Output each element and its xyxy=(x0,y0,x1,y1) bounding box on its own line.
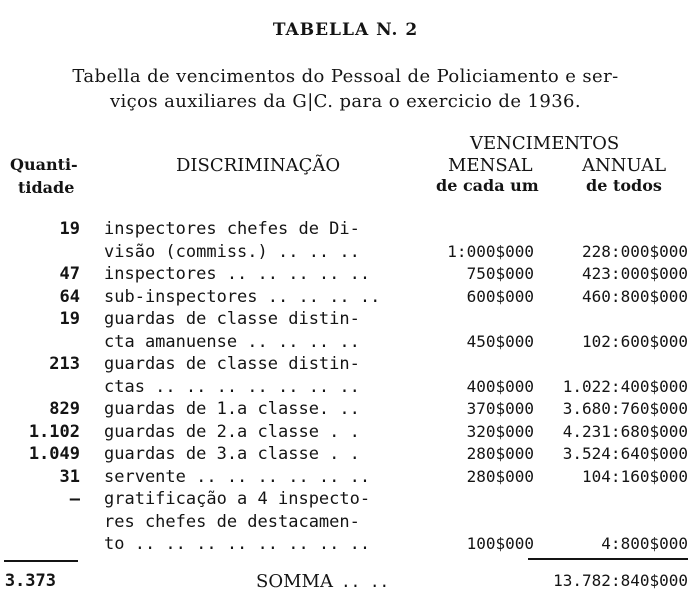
row-annual: 3.524:640$000 xyxy=(562,444,688,463)
row-quantity: 1.102 xyxy=(28,421,80,442)
table-row xyxy=(0,489,691,512)
total-quantity: 3.373 xyxy=(4,571,56,591)
total-row-label xyxy=(256,571,389,592)
table-row xyxy=(0,399,691,422)
header-quantidade-1: Quanti- xyxy=(10,155,78,174)
table-title: TABELLA N. 2 xyxy=(272,20,419,40)
row-annual: 228:000$000 xyxy=(582,241,688,261)
row-annual: 3.680:760$000 xyxy=(562,399,688,418)
table-row xyxy=(0,309,691,332)
row-discriminacao: guardas de classe distin- xyxy=(104,309,360,329)
row-mensal: 1:000$000 xyxy=(447,241,534,261)
row-discriminacao: sub-inspectores .. .. .. .. xyxy=(104,286,381,307)
table-row xyxy=(0,354,691,377)
table-row xyxy=(0,422,691,445)
quantity-sum-rule xyxy=(4,560,78,562)
row-discriminacao: res chefes de destacamen- xyxy=(104,511,360,532)
table-row xyxy=(0,242,691,265)
row-mensal: 450$000 xyxy=(466,331,534,351)
header-quantidade-2: tidade xyxy=(18,178,75,197)
row-mensal: 280$000 xyxy=(466,466,534,486)
row-mensal: 280$000 xyxy=(466,444,534,463)
row-quantity: — xyxy=(69,489,80,509)
row-quantity: 47 xyxy=(59,264,80,284)
row-discriminacao: inspectores .. .. .. .. .. xyxy=(104,264,371,284)
header-mensal: MENSAL xyxy=(448,155,533,176)
header-annual-sub: de todos xyxy=(586,176,662,195)
header-vencimentos: VENCIMENTOS xyxy=(470,133,620,154)
table-row xyxy=(0,219,691,242)
row-mensal: 100$000 xyxy=(466,534,534,553)
table-row xyxy=(0,377,691,400)
row-annual: 1.022:400$000 xyxy=(562,376,688,396)
table-body xyxy=(0,219,691,557)
caption-line-1: Tabella de vencimentos do Pessoal de Policiamento e ser- xyxy=(72,66,619,87)
table-row xyxy=(0,467,691,490)
row-discriminacao: gratificação a 4 inspecto- xyxy=(104,489,371,509)
row-quantity: 1.049 xyxy=(28,444,80,464)
row-annual: 102:600$000 xyxy=(582,331,688,351)
total-annual: 13.782:840$000 xyxy=(553,571,688,590)
table-row xyxy=(0,534,691,557)
table-caption xyxy=(0,64,691,114)
annual-sum-rule xyxy=(528,558,688,560)
row-discriminacao: guardas de 2.a classe . . xyxy=(104,421,360,442)
row-mensal: 400$000 xyxy=(466,376,534,396)
somma-dots: .. .. xyxy=(340,572,390,591)
row-discriminacao: inspectores chefes de Di- xyxy=(104,219,360,239)
row-annual: 423:000$000 xyxy=(582,264,688,283)
row-quantity: 19 xyxy=(59,219,80,239)
row-discriminacao: ctas .. .. .. .. .. .. .. xyxy=(104,376,360,397)
row-discriminacao: guardas de 3.a classe . . xyxy=(104,444,360,464)
header-mensal-sub: de cada um xyxy=(436,176,539,195)
header-discriminacao: DISCRIMINAÇÃO xyxy=(176,155,341,176)
row-discriminacao: guardas de 1.a classe. .. xyxy=(104,399,360,419)
row-discriminacao: servente .. .. .. .. .. .. xyxy=(104,466,371,487)
row-quantity: 213 xyxy=(49,354,80,374)
row-annual: 460:800$000 xyxy=(582,286,688,306)
row-quantity: 829 xyxy=(49,399,80,419)
row-annual: 104:160$000 xyxy=(582,466,688,486)
row-discriminacao: to .. .. .. .. .. .. .. .. xyxy=(104,534,371,554)
row-mensal: 600$000 xyxy=(466,286,534,306)
caption-line-2: viços auxiliares da G|C. para o exercicio de 1936. xyxy=(109,91,582,112)
row-annual: 4.231:680$000 xyxy=(562,421,688,441)
row-quantity: 19 xyxy=(59,309,80,329)
row-discriminacao: visão (commiss.) .. .. .. xyxy=(104,241,360,262)
row-mensal: 370$000 xyxy=(466,399,534,418)
row-mensal: 750$000 xyxy=(466,264,534,283)
table-row xyxy=(0,332,691,355)
table-row xyxy=(0,287,691,310)
table-row xyxy=(0,264,691,287)
row-quantity: 64 xyxy=(59,286,80,307)
somma-label: SOMMA xyxy=(256,571,333,592)
table-row xyxy=(0,444,691,467)
row-mensal: 320$000 xyxy=(466,421,534,441)
header-annual: ANNUAL xyxy=(582,155,667,176)
row-quantity: 31 xyxy=(59,466,80,487)
table-row xyxy=(0,512,691,535)
row-discriminacao: cta amanuense .. .. .. .. xyxy=(104,331,360,352)
row-discriminacao: guardas de classe distin- xyxy=(104,354,360,374)
row-annual: 4:800$000 xyxy=(601,534,688,553)
